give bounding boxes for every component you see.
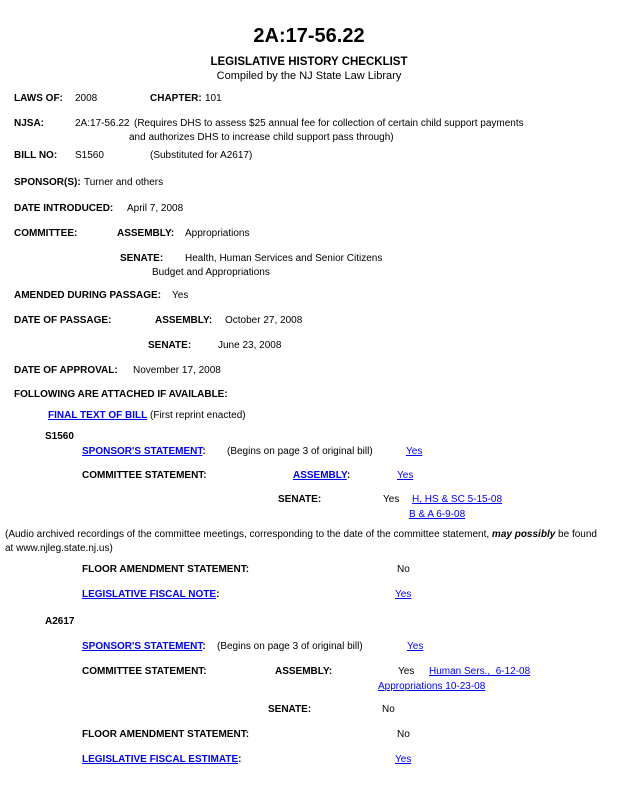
s1560-senate-statement-link-1[interactable]: H, HS & SC 5-15-08 [412, 494, 503, 505]
colon: : [238, 754, 242, 765]
committee-senate-label: SENATE: [120, 253, 164, 264]
bill-no-note: (Substituted for A2617) [150, 150, 253, 161]
date-of-passage-senate-value: June 23, 2008 [218, 340, 282, 351]
s1560-fiscal-note-label [82, 589, 219, 601]
amended-label: AMENDED DURING PASSAGE: [14, 290, 162, 301]
a2617-sponsor-statement-label [82, 641, 206, 653]
s1560-committee-senate-link2-row [409, 509, 465, 521]
a2617-fiscal-estimate-label [82, 754, 241, 766]
final-text-note: (First reprint enacted) [150, 410, 246, 421]
a2617-committee-assembly-link2-row [378, 681, 485, 693]
date-of-passage-senate-label: SENATE: [148, 340, 192, 351]
colon: : [216, 589, 220, 600]
date-introduced-label: DATE INTRODUCED: [14, 203, 114, 214]
a2617-sponsor-statement-yes-link[interactable]: Yes [407, 641, 424, 652]
s1560-committee-senate-label: SENATE: [278, 494, 322, 505]
a2617-assembly-statement-link-1[interactable]: Human Sers., 6-12-08 [429, 666, 531, 677]
a2617-floor-amendment-label: FLOOR AMENDMENT STATEMENT: [82, 729, 250, 740]
colon: : [202, 641, 206, 652]
audio-note-text-post: be found [555, 529, 597, 540]
njsa-value: 2A:17-56.22 [75, 118, 130, 129]
s1560-heading: S1560 [45, 431, 74, 442]
colon: : [346, 470, 351, 481]
njsa-label: NJSA: [14, 118, 45, 129]
s1560-committee-assembly-label [293, 470, 350, 482]
colon: : [202, 446, 206, 457]
s1560-fiscal-note-row [395, 589, 411, 601]
s1560-committee-assembly-yes-link[interactable]: Yes [397, 470, 414, 481]
a2617-fiscal-estimate-row [395, 754, 411, 766]
s1560-sponsor-statement-label [82, 446, 206, 458]
date-introduced-value: April 7, 2008 [127, 203, 184, 214]
a2617-committee-senate-label: SENATE: [268, 704, 312, 715]
amended-value: Yes [172, 290, 189, 301]
sponsors-value: Turner and others [84, 177, 164, 188]
a2617-heading: A2617 [45, 616, 75, 627]
s1560-fiscal-note-link[interactable]: LEGISLATIVE FISCAL NOTE [82, 589, 217, 600]
s1560-committee-assembly-row [397, 470, 413, 482]
a2617-sponsor-statement-row [407, 641, 423, 653]
date-of-approval-label: DATE OF APPROVAL: [14, 365, 118, 376]
a2617-committee-assembly-value: Yes [398, 666, 415, 677]
committee-assembly-label: ASSEMBLY: [117, 228, 175, 239]
page-subtitle: LEGISLATIVE HISTORY CHECKLIST [210, 56, 408, 68]
s1560-floor-amendment-value: No [397, 564, 410, 575]
njsa-description-line2: and authorizes DHS to increase child support pass through) [129, 132, 394, 143]
bill-no-label: BILL NO: [14, 150, 58, 161]
audio-note-line1 [5, 529, 597, 541]
final-text-row [48, 410, 147, 422]
audio-note-text-pre: (Audio archived recordings of the committee meetings, corresponding to the date of the committee statement, [5, 529, 492, 540]
sponsors-label: SPONSOR(S): [14, 177, 81, 188]
s1560-committee-statement-label: COMMITTEE STATEMENT: [82, 470, 207, 481]
a2617-committee-statement-label: COMMITTEE STATEMENT: [82, 666, 207, 677]
date-of-approval-value: November 17, 2008 [133, 365, 221, 376]
s1560-senate-statement-link-2[interactable]: B & A 6-9-08 [409, 509, 466, 520]
njsa-description-line1: (Requires DHS to assess $25 annual fee for collection of certain child support payments [134, 118, 524, 129]
a2617-fiscal-estimate-link[interactable]: LEGISLATIVE FISCAL ESTIMATE [82, 754, 239, 765]
s1560-committee-assembly-link[interactable]: ASSEMBLY [293, 470, 347, 481]
date-of-passage-label: DATE OF PASSAGE: [14, 315, 112, 326]
committee-label: COMMITTEE: [14, 228, 78, 239]
chapter-value: 101 [205, 93, 222, 104]
a2617-committee-assembly-link1-row [429, 666, 530, 678]
committee-senate-value-line1: Health, Human Services and Senior Citizens [185, 253, 383, 264]
chapter-label: CHAPTER: [150, 93, 202, 104]
a2617-committee-assembly-label: ASSEMBLY: [275, 666, 333, 677]
laws-of-value: 2008 [75, 93, 98, 104]
laws-of-label: LAWS OF: [14, 93, 63, 104]
a2617-sponsor-statement-link[interactable]: SPONSOR'S STATEMENT [82, 641, 203, 652]
a2617-sponsor-statement-note: (Begins on page 3 of original bill) [217, 641, 363, 652]
s1560-sponsor-statement-link[interactable]: SPONSOR'S STATEMENT [82, 446, 203, 457]
a2617-floor-amendment-value: No [397, 729, 410, 740]
s1560-committee-senate-link1-row [412, 494, 502, 506]
final-text-of-bill-link[interactable]: FINAL TEXT OF BILL [48, 410, 148, 421]
bill-no-value: S1560 [75, 150, 104, 161]
committee-assembly-value: Appropriations [185, 228, 250, 239]
audio-note-line2: at www.njleg.state.nj.us) [5, 543, 113, 554]
committee-senate-value-line2: Budget and Appropriations [152, 267, 270, 278]
a2617-committee-senate-value: No [382, 704, 395, 715]
page-compiled-by: Compiled by the NJ State Law Library [216, 70, 402, 82]
a2617-assembly-statement-link-2[interactable]: Appropriations 10-23-08 [378, 681, 486, 692]
a2617-fiscal-estimate-yes-link[interactable]: Yes [395, 754, 412, 765]
date-of-passage-assembly-value: October 27, 2008 [225, 315, 303, 326]
s1560-sponsor-statement-yes-link[interactable]: Yes [406, 446, 423, 457]
attached-heading: FOLLOWING ARE ATTACHED IF AVAILABLE: [14, 389, 228, 400]
s1560-floor-amendment-label: FLOOR AMENDMENT STATEMENT: [82, 564, 250, 575]
date-of-passage-assembly-label: ASSEMBLY: [155, 315, 213, 326]
s1560-committee-senate-value: Yes [383, 494, 400, 505]
s1560-fiscal-note-yes-link[interactable]: Yes [395, 589, 412, 600]
page-title: 2A:17-56.22 [253, 25, 365, 47]
s1560-sponsor-statement-row [406, 446, 422, 458]
s1560-sponsor-statement-note: (Begins on page 3 of original bill) [227, 446, 373, 457]
audio-note-emphasis: may possibly [491, 529, 556, 540]
